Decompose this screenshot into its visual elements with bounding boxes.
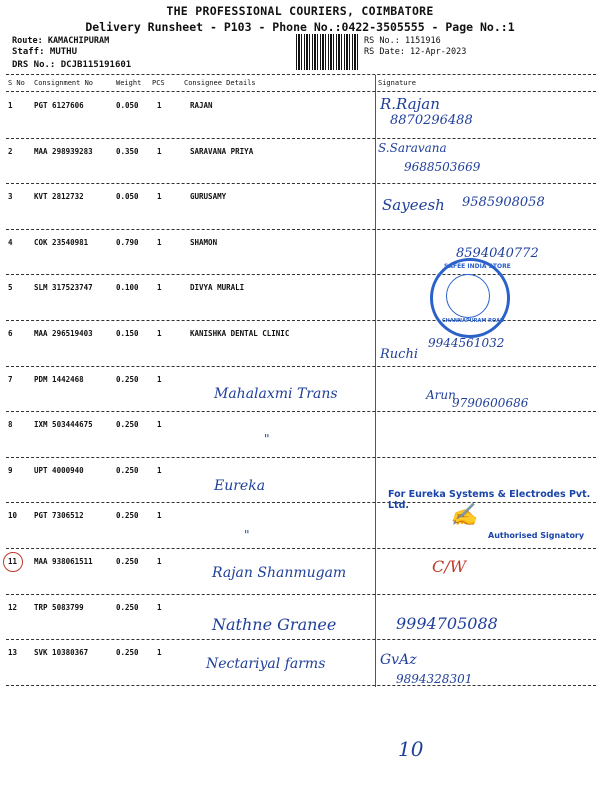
row-divider [6,229,596,230]
row-consignment-no: SVK 10380367 [34,648,89,658]
drs-label: DRS No.: DCJB115191601 [12,60,132,70]
signature-phone-number: 9894328301 [396,672,473,686]
staff-label: Staff: MUTHU [12,47,78,57]
row-sno: 5 [8,283,13,293]
row-consignee: SARAVANA PRIYA [190,146,254,156]
handwritten-consignee: Eureka [214,478,266,494]
handwritten-consignee: Nectariyal farms [206,656,326,672]
signature-phone-number: 8870296488 [390,113,473,128]
handwritten-consignee: Nathne Granee [212,615,337,634]
row-consignment-no: PDM 1442468 [34,374,84,384]
runsheet-subtitle: Delivery Runsheet - P103 - Phone No.:0422-3505555 - Page No.:1 [85,20,515,34]
rs-date: RS Date: 12-Apr-2023 [364,47,467,57]
handwritten-consignee: Rajan Shanmugam [212,565,347,581]
row-divider [6,548,596,549]
row-pcs: 1 [157,237,162,247]
signature-handwriting: Ruchi [380,347,418,362]
signature-handwriting: Arun [426,388,456,402]
row-sno: 7 [8,374,13,384]
row-weight: 0.250 [116,511,139,521]
row-consignee: RAJAN [190,101,213,110]
row-sno: 12 [8,602,18,612]
row-sno: 4 [8,237,13,247]
signature-phone-number: 9585908058 [462,195,545,210]
row-divider [6,639,596,640]
table-top-border [6,74,596,75]
row-divider [6,594,596,595]
row-divider [6,183,596,184]
row-sno: 9 [8,465,13,475]
row-pcs: 1 [157,146,162,156]
signature-handwriting: Sayeesh [382,196,445,214]
row-sno: 13 [8,648,18,658]
row-weight: 0.790 [116,237,139,247]
row-consignee: DIVYA MURALI [190,283,245,293]
row-weight: 0.100 [116,283,139,293]
row-weight: 0.250 [116,648,139,658]
signature-phone-number: 8594040772 [456,246,539,261]
row-pcs: 1 [157,602,162,612]
row-consignment-no: PGT 6127606 [34,101,84,110]
row-consignment-no: SLM 317523747 [34,283,93,293]
row-consignment-no: COK 23540981 [34,237,89,247]
col-header-sno: S No [8,79,25,87]
row-pcs: 1 [157,101,162,110]
row-pcs: 1 [157,420,162,430]
table-row [0,413,600,458]
row-consignment-no: UPT 4000940 [34,465,84,475]
row-sno: 3 [8,192,13,202]
row-pcs: 1 [157,557,162,566]
row-pcs: 1 [157,329,162,338]
col-header-weight: Weight [116,79,142,87]
row-divider [6,274,596,275]
handwritten-consignee: Mahalaxmi Trans [214,386,338,402]
header-divider [6,91,596,92]
row-sno: 2 [8,146,13,156]
table-row [0,322,600,367]
row-consignment-no: MAA 938061511 [34,557,93,566]
signature-phone-number: 9688503669 [404,160,481,174]
row-consignee: KANISHKA DENTAL CLINIC [190,329,290,338]
row-weight: 0.250 [116,557,139,566]
row-divider [6,366,596,367]
eureka-signature-scribble: ✍ [450,503,478,528]
signature-handwriting: C/W [432,557,467,576]
row-pcs: 1 [157,465,162,475]
signature-phone-number: 9994705088 [396,614,498,633]
row-sno: 8 [8,420,13,430]
row-weight: 0.350 [116,146,139,156]
row-sno: 10 [8,511,18,521]
signature-phone-number: 9944561032 [428,336,505,350]
signature-phone-number: 9790600686 [452,396,529,410]
company-stamp-name: For Eureka Systems & Electrodes Pvt. Ltd. [388,489,591,511]
col-header-signature: Signature [378,79,416,87]
table-row [0,94,600,139]
row-consignee: SHAMON [190,237,218,247]
row-consignee: GURUSAMY [190,192,227,202]
row-sno: 6 [8,329,13,338]
row-consignment-no: IXM 503444675 [34,420,93,430]
row-weight: 0.250 [116,465,139,475]
page-footer-mark: 10 [398,737,424,761]
row-consignment-no: TRP 5083799 [34,602,84,612]
company-title: THE PROFESSIONAL COURIERS, COIMBATORE [166,4,434,18]
shop-stamp-inner [446,274,490,318]
row-weight: 0.050 [116,192,139,202]
row-pcs: 1 [157,511,162,521]
row-pcs: 1 [157,283,162,293]
rs-number: RS No.: 1151916 [364,36,441,46]
row-divider [6,138,596,139]
row-consignment-no: MAA 298939283 [34,146,93,156]
shop-stamp-subtext: CHANNAPURAM ROAD [442,318,505,324]
shop-stamp-text: SAFEE INDIA STORE [444,263,511,270]
signature-handwriting: S.Saravana [378,141,447,155]
company-stamp-signatory: Authorised Signatory [488,531,585,540]
row-divider [6,411,596,412]
row-weight: 0.250 [116,374,139,384]
row-sno: 1 [8,101,13,110]
row-consignment-no: MAA 296519403 [34,329,93,338]
table-row [0,276,600,321]
handwritten-consignee: " [244,528,250,542]
signature-handwriting: R.Rajan [380,95,440,113]
col-header-pcs: PCS [152,79,165,87]
barcode-image [296,34,360,70]
signature-handwriting: GvAz [380,652,417,668]
row-divider [6,457,596,458]
table-row [0,140,600,185]
row-pcs: 1 [157,374,162,384]
row-weight: 0.150 [116,329,139,338]
row-pcs: 1 [157,648,162,658]
col-header-consignment: Consignment No [34,79,94,87]
row-consignment-no: KVT 2812732 [34,192,84,202]
row-consignment-no: PGT 7306512 [34,511,84,521]
handwritten-consignee: " [264,432,270,446]
row-weight: 0.050 [116,101,139,110]
row-11-circle-mark [3,552,23,572]
row-divider [6,320,596,321]
col-header-consignee: Consignee Details [184,79,256,87]
row-divider [6,685,596,686]
row-sno: 11 [8,557,18,566]
row-weight: 0.250 [116,602,139,612]
row-weight: 0.250 [116,420,139,430]
route-label: Route: KAMACHIPURAM [12,36,110,46]
row-pcs: 1 [157,192,162,202]
table-row [0,504,600,549]
